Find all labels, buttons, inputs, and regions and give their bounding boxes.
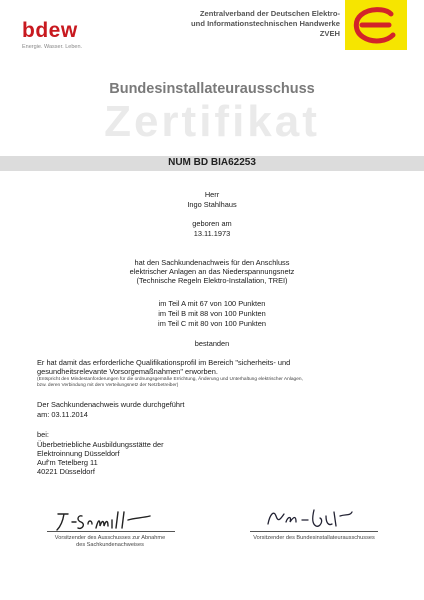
zveh-name	[170, 9, 340, 39]
proof-line-2: elektrischer Anlagen an das Niederspannungsnetz	[129, 267, 295, 276]
signature-line-right	[250, 531, 378, 532]
legal-note-line-1: (Entspricht den Mindestanforderungen für die ordnungsgemäße Errichtung, Änderung und Unterhaltung elektrischer Anlagen,	[37, 377, 303, 382]
qualification-line-1: Er hat damit das erforderliche Qualifikationsprofil im Bereich "sicherheits- und	[37, 358, 291, 367]
signature-caption-left-line-2: des Sachkundenachweises	[76, 542, 144, 548]
score-part-b: im Teil B mit 88 von 100 Punkten	[158, 309, 266, 318]
bdew-logo: bdew	[22, 19, 78, 42]
score-part-a: im Teil A mit 67 von 100 Punkten	[158, 299, 266, 308]
conducted-label: Der Sachkundenachweis wurde durchgeführt	[37, 400, 185, 409]
legal-note-line-2: bzw. deren Verbindung mit dem Verteilungsnetz der Netzbetreiber)	[37, 383, 179, 388]
committee-heading: Bundesinstallateurausschuss	[109, 81, 315, 97]
venue-line-2: Elektroinnung Düsseldorf	[37, 449, 120, 458]
venue-label: bei:	[37, 430, 49, 439]
qualification-line-2: gesundheitsrelevante Vorsorgemaßnahmen" erworben.	[37, 367, 218, 376]
zveh-line-2: und Informationstechnischen Handwerke	[191, 19, 340, 28]
venue-line-3: Auf'm Tetelberg 11	[37, 458, 98, 467]
recipient-name: Ingo Stahlhaus	[187, 200, 237, 209]
salutation: Herr	[204, 190, 220, 199]
score-part-c: im Teil C mit 80 von 100 Punkten	[158, 319, 266, 328]
signature-right	[262, 504, 357, 534]
proof-line-3: (Technische Regeln Elektro-Installation, TREI)	[136, 276, 288, 285]
zveh-line-3: ZVEH	[319, 29, 340, 38]
bdew-tagline: Energie. Wasser. Leben.	[22, 44, 83, 50]
venue-line-4: 40221 Düsseldorf	[37, 467, 95, 476]
signature-caption-right: Vorsitzender des Bundesinstallateurausschusses	[253, 535, 375, 541]
zveh-line-1: Zentralverband der Deutschen Elektro-	[199, 9, 340, 18]
conducted-date: am: 03.11.2014	[37, 410, 88, 419]
birth-date: 13.11.1973	[193, 229, 231, 238]
signature-caption-left-line-1: Vorsitzender des Ausschusses zur Abnahme	[54, 535, 166, 541]
result-status: bestanden	[194, 339, 230, 348]
signature-caption-left	[30, 535, 190, 549]
venue-line-1: Überbetriebliche Ausbildungsstätte der	[37, 440, 164, 449]
certificate-title: Zertifikat	[104, 97, 320, 146]
born-label: geboren am	[192, 219, 232, 228]
certificate-number: NUM BD BIA62253	[168, 157, 256, 168]
signature-line-left	[47, 531, 175, 532]
proof-line-1: hat den Sachkundenachweis für den Anschluss	[134, 258, 290, 267]
zveh-e-mark-logo	[345, 0, 407, 50]
